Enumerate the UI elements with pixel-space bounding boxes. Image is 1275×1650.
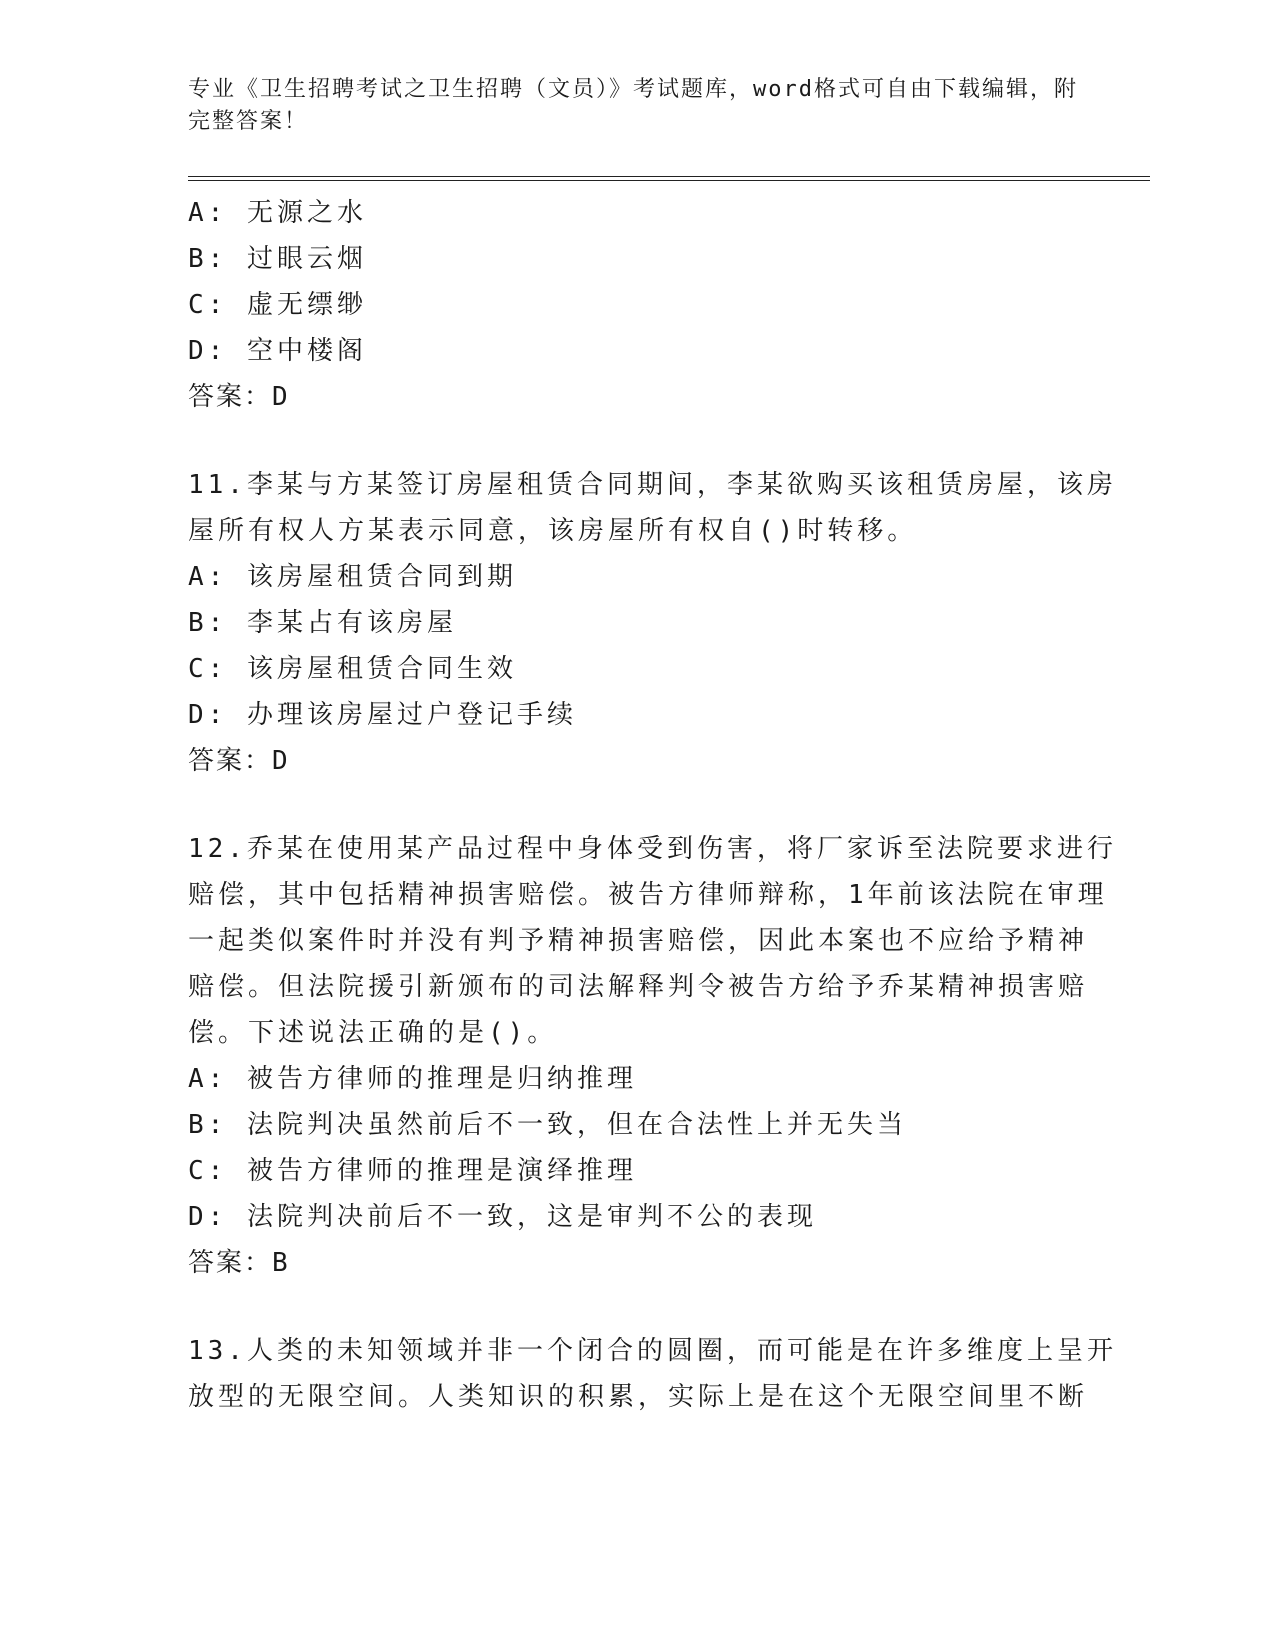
question-stem-line: 13.人类的未知领域并非一个闭合的圆圈，而可能是在许多维度上呈开	[188, 1336, 1117, 1366]
question-content	[188, 190, 1117, 1420]
option-letter: C:	[188, 1156, 228, 1186]
answer: 答案：D	[188, 746, 290, 776]
question-stem-line: 11.李某与方某签订房屋租赁合同期间，李某欲购买该租赁房屋，该房	[188, 470, 1117, 500]
option-letter: A:	[188, 198, 228, 228]
option-a	[188, 554, 1088, 600]
document-header: 专业《卫生招聘考试之卫生招聘（文员）》考试题库，word格式可自由下载编辑，附完整答案！	[188, 77, 1078, 134]
option-text: 被告方律师的推理是演绎推理	[246, 1156, 637, 1186]
option-letter: D:	[188, 700, 228, 730]
option-text: 该房屋租赁合同到期	[246, 562, 517, 592]
header-divider-bottom	[188, 180, 1150, 181]
question-stem-line: 12.乔某在使用某产品过程中身体受到伤害，将厂家诉至法院要求进行	[188, 834, 1117, 864]
option-d	[188, 328, 1088, 374]
answer: 答案：B	[188, 1248, 290, 1278]
option-text: 李某占有该房屋	[246, 608, 457, 638]
question-11	[188, 462, 1117, 784]
option-letter: B:	[188, 244, 228, 274]
option-text: 法院判决前后不一致，这是审判不公的表现	[246, 1202, 817, 1232]
spacer	[188, 1286, 1088, 1328]
option-c	[188, 1148, 1088, 1194]
option-a	[188, 1056, 1088, 1102]
question-stem-line: 赔偿，其中包括精神损害赔偿。被告方律师辩称，1年前该法院在审理	[188, 880, 1108, 910]
option-text: 空中楼阁	[246, 336, 367, 366]
option-text: 法院判决虽然前后不一致，但在合法性上并无失当	[246, 1110, 907, 1140]
option-letter: D:	[188, 1202, 228, 1232]
question-10-options	[188, 190, 1088, 420]
option-text: 该房屋租赁合同生效	[246, 654, 517, 684]
option-d	[188, 692, 1088, 738]
question-stem-line: 一起类似案件时并没有判予精神损害赔偿，因此本案也不应给予精神	[188, 926, 1089, 956]
option-text: 被告方律师的推理是归纳推理	[246, 1064, 637, 1094]
option-letter: C:	[188, 654, 228, 684]
question-stem-line: 赔偿。但法院援引新颁布的司法解释判令被告方给予乔某精神损害赔	[188, 972, 1089, 1002]
option-c	[188, 646, 1088, 692]
question-12	[188, 826, 1117, 1286]
question-stem-line: 放型的无限空间。人类知识的积累，实际上是在这个无限空间里不断	[188, 1382, 1089, 1412]
question-stem-line: 屋所有权人方某表示同意，该房屋所有权自()时转移。	[188, 516, 918, 546]
option-a	[188, 190, 1088, 236]
option-b	[188, 600, 1088, 646]
question-13	[188, 1328, 1117, 1420]
option-text: 无源之水	[246, 198, 367, 228]
spacer	[188, 420, 1088, 462]
option-text: 过眼云烟	[246, 244, 367, 274]
option-text: 办理该房屋过户登记手续	[246, 700, 577, 730]
spacer	[188, 784, 1088, 826]
option-letter: A:	[188, 1064, 228, 1094]
question-stem-line: 偿。下述说法正确的是()。	[188, 1018, 558, 1048]
answer: 答案：D	[188, 382, 290, 412]
option-letter: A:	[188, 562, 228, 592]
option-letter: B:	[188, 1110, 228, 1140]
option-letter: C:	[188, 290, 228, 320]
option-c	[188, 282, 1088, 328]
header-divider-top	[188, 176, 1150, 177]
option-letter: B:	[188, 608, 228, 638]
option-b	[188, 1102, 1088, 1148]
option-letter: D:	[188, 336, 228, 366]
option-d	[188, 1194, 1088, 1240]
option-text: 虚无缥缈	[246, 290, 367, 320]
option-b	[188, 236, 1088, 282]
